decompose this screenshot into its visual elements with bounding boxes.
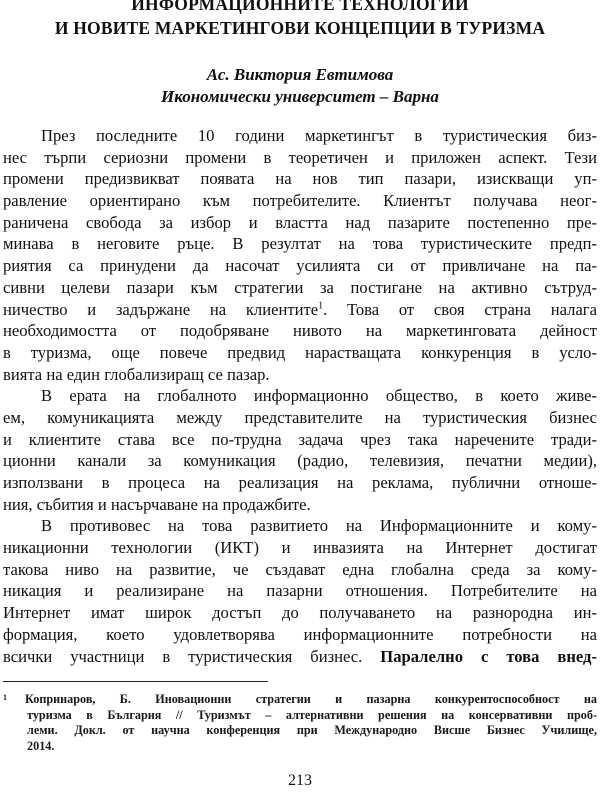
body-line: и клиентите става все по-трудна задача чрез така наречените тради- xyxy=(3,429,597,449)
body-line-head: ничество и задържане на клиентите xyxy=(3,299,319,319)
author-name: Ас. Виктория Евтимова xyxy=(206,65,394,84)
body-line: необходимостта от подобряване нивото на маркетинговата дейност xyxy=(3,321,597,341)
page-number: 213 xyxy=(288,772,312,789)
body-line: минава в неговите ръце. В резултат на това туристическите предп- xyxy=(3,234,597,254)
body-line: ционни канали за комуникация (радио, телевизия, печатни медии), xyxy=(3,451,597,471)
footnote-divider xyxy=(3,681,268,682)
body-line: През последните 10 години маркетингът в туристическия биз- xyxy=(41,126,597,145)
body-line: промени предизвикват появата на нов тип пазари, изискващи уп- xyxy=(3,169,597,189)
body-line: раничена свобода за избор и властта над пазарите постепенно пре- xyxy=(3,212,597,232)
body-line: сивни целеви пазари към стратегии за постигане на активно сътруд- xyxy=(3,277,597,297)
author-affiliation: Икономически университет – Варна xyxy=(161,87,439,106)
article-title-line-1: ИНФОРМАЦИОННИТЕ ТЕХНОЛОГИИ xyxy=(131,0,469,14)
body-line: Интернет имат широк достъп до получаването на разнородна ин- xyxy=(3,603,597,623)
body-line: използвани в процеса на реализация на реклама, публични отноше- xyxy=(3,473,597,492)
body-line xyxy=(3,646,597,668)
body-line-tail: . Това от своя страна налага xyxy=(323,299,597,319)
body-line: В противовес на това развитието на Информационните и кому- xyxy=(41,516,597,536)
body-line-plain: всички участници в туристическия бизнес. xyxy=(3,646,381,666)
footnote-line xyxy=(3,692,597,708)
body-line xyxy=(3,299,597,321)
article-body xyxy=(3,125,597,667)
body-line: в туризма, още повече предвид нарастващата конкуренция в усло- xyxy=(3,342,597,362)
footnote-reference: 1 xyxy=(318,299,324,311)
body-line: формация, което удовлетворява информационните потребности на xyxy=(3,624,597,644)
body-line: В ерата на глобалното информационно общество, в което живе- xyxy=(41,386,597,406)
footnote-line: туризма в България // Туризмът – алтернативни решения на консервативни проб- xyxy=(27,707,597,722)
article-title-line-2: И НОВИТЕ МАРКЕТИНГОВИ КОНЦЕПЦИИ В ТУРИЗМА xyxy=(54,18,546,38)
footnote-marker: 1 xyxy=(3,693,7,702)
footnote-line: 2014. xyxy=(27,738,55,753)
body-line-bold: Паралелно с това внед- xyxy=(380,646,597,666)
body-line: никация и реализиране на пазарни отношения. Потребителите на xyxy=(3,581,597,601)
body-line: вията на един глобализиращ се пазар. xyxy=(3,364,270,384)
body-line: равление ориентирано към потребителите. Клиентът получава неог- xyxy=(3,191,597,211)
body-line: ем, комуникацията между представителите на туристическия бизнес xyxy=(3,407,597,427)
body-line: нес търпи сериозни промени в теоретичен и приложен аспект. Тези xyxy=(3,147,597,167)
body-line: никационни технологии (ИКТ) и инвазията на Интернет достигат xyxy=(3,538,597,558)
footnote-line: леми. Докл. от научна конференция при Международно Висше Бизнес Училище, xyxy=(27,723,597,737)
footnote xyxy=(3,692,597,754)
body-line: ния, събития и насърчаване на продажбите. xyxy=(3,494,311,514)
body-line: такова ниво на развитие, че създават една глобална среда за кому- xyxy=(3,559,597,579)
footnote-text: Копринаров, Б. Иновационни стратегии и пазарна конкурентоспособност на xyxy=(25,692,597,706)
body-line: риятия са принудени да насочат усилията си от привличане на па- xyxy=(3,256,597,276)
